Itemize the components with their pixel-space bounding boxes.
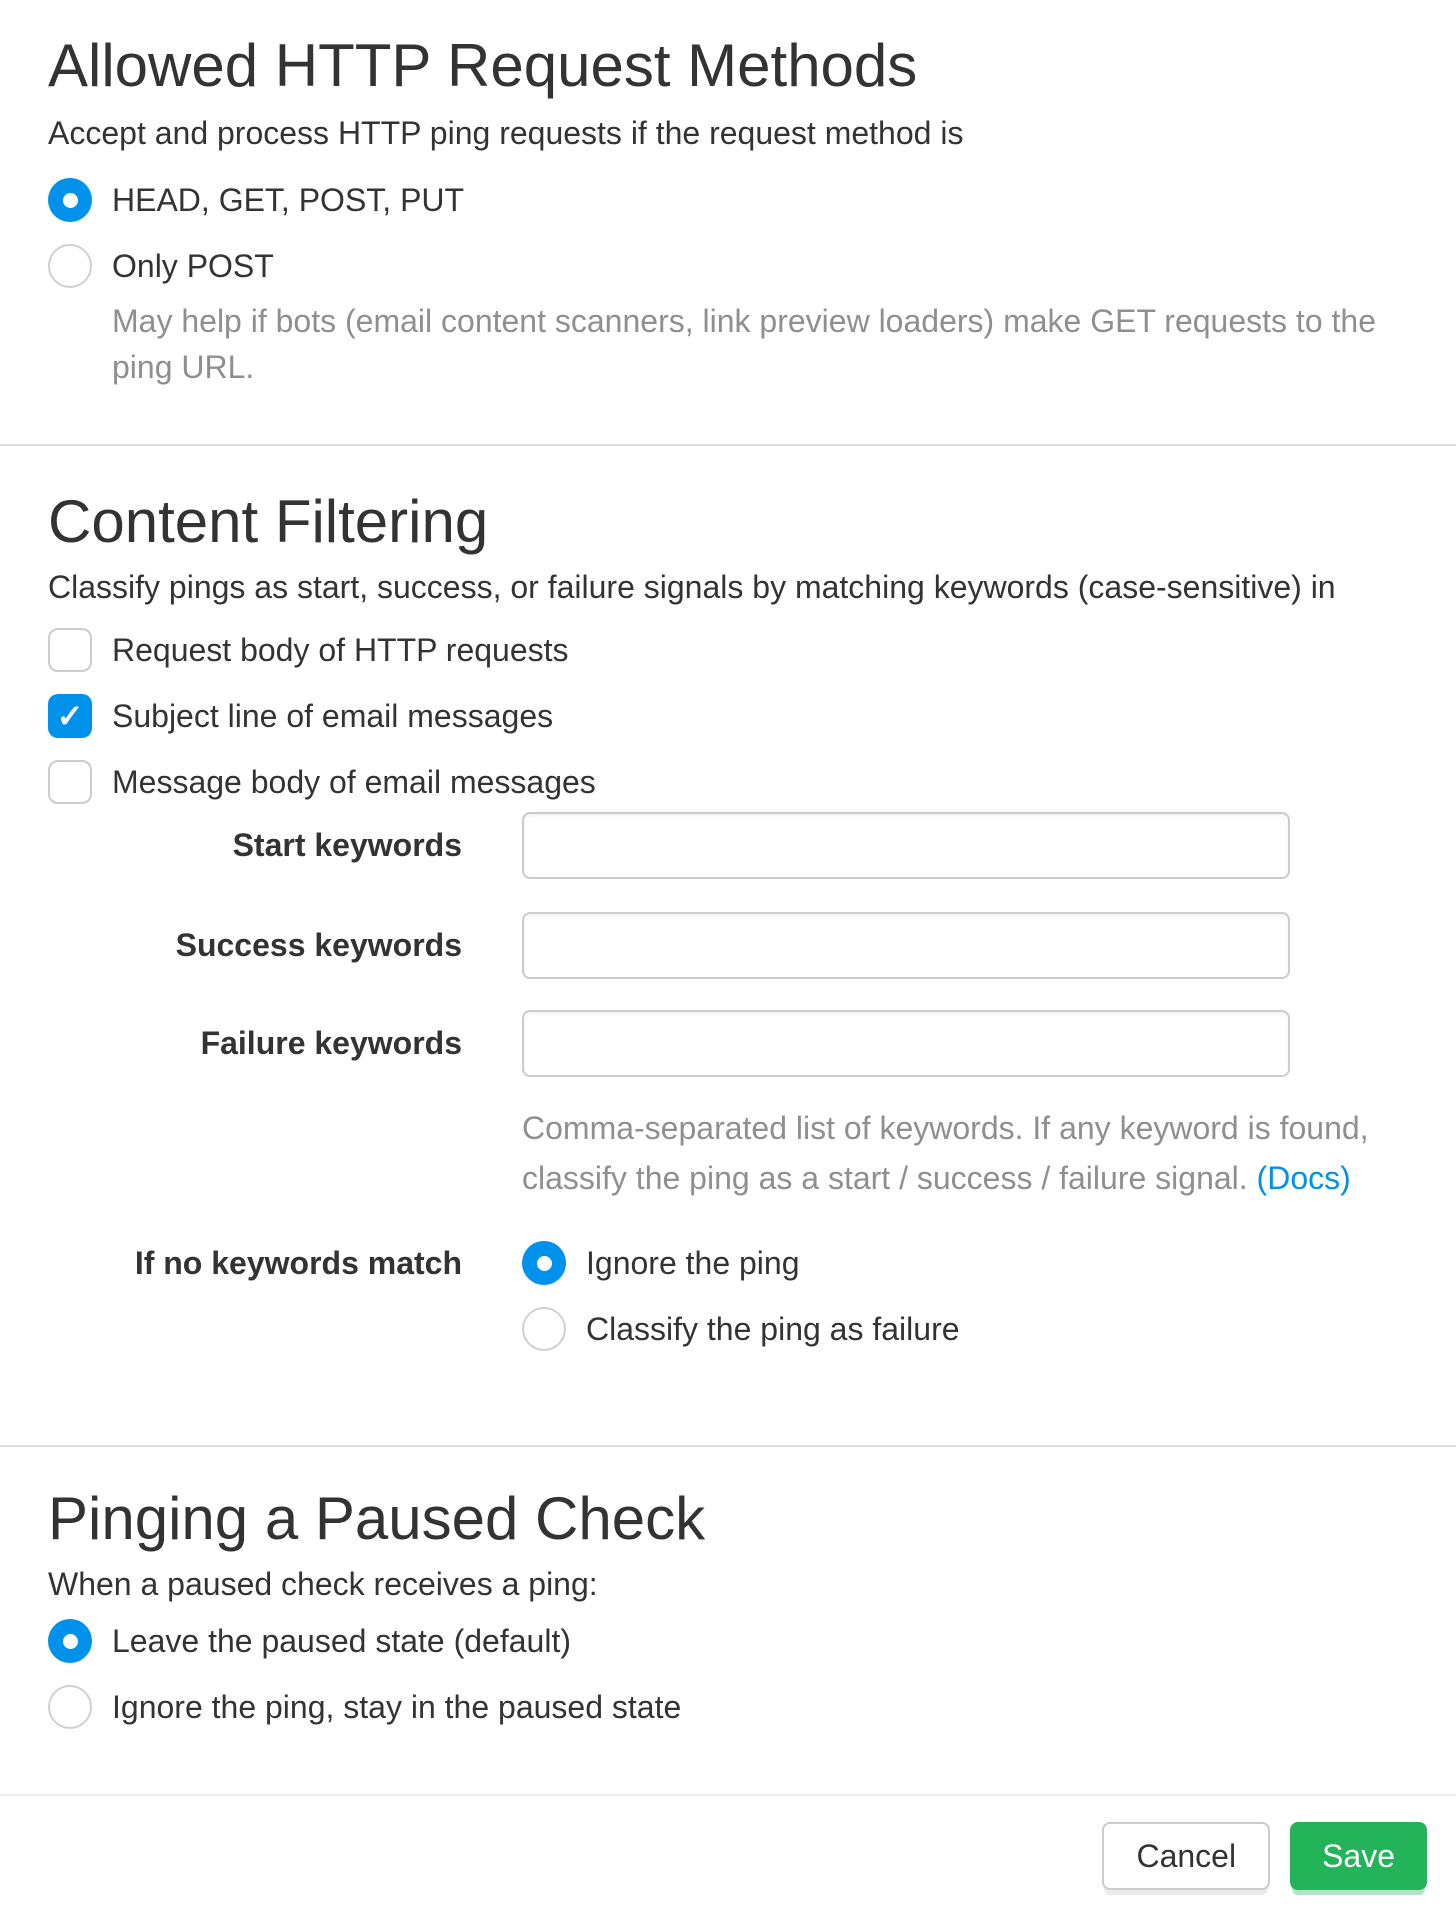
radio-option-ignore-the-ping[interactable]: [522, 1235, 960, 1291]
content-filtering-title: Content Filtering: [48, 488, 489, 555]
success-keywords-input[interactable]: [522, 912, 1290, 979]
no-keywords-match-label: If no keywords match: [134, 1245, 462, 1281]
radio-unselected-icon[interactable]: [48, 1685, 92, 1729]
cancel-button[interactable]: Cancel: [1102, 1822, 1270, 1890]
failure-keywords-input[interactable]: [522, 1010, 1290, 1077]
paused-check-title: Pinging a Paused Check: [48, 1485, 706, 1552]
radio-option-head-get-post-put[interactable]: [48, 172, 1426, 228]
only-post-help-text: May help if bots (email content scanners, link preview loaders) make GET requests to the ping URL.: [112, 303, 1376, 385]
checkbox-label: Message body of email messages: [112, 764, 596, 800]
checkbox-unchecked-icon[interactable]: [48, 760, 92, 804]
radio-dot-icon: [63, 193, 78, 208]
radio-option-only-post[interactable]: [48, 238, 1426, 294]
section-pinging-paused-check: [0, 1445, 1456, 1794]
success-keywords-label: Success keywords: [175, 927, 462, 963]
radio-option-classify-as-failure[interactable]: [522, 1301, 960, 1357]
form-row-success-keywords: [48, 912, 1426, 979]
checkbox-label: Request body of HTTP requests: [112, 632, 569, 668]
checkbox-checked-icon[interactable]: [48, 694, 92, 738]
radio-option-stay-paused[interactable]: [48, 1679, 1426, 1735]
checkbox-unchecked-icon[interactable]: [48, 628, 92, 672]
checkbox-label: Subject line of email messages: [112, 698, 554, 734]
footer-action-bar: [0, 1794, 1456, 1918]
keywords-help-line1: Comma-separated list of keywords. If any keyword is found,: [522, 1110, 1369, 1146]
radio-option-leave-paused-state[interactable]: [48, 1613, 1426, 1669]
content-filtering-checkbox-group: [48, 628, 1426, 804]
start-keywords-input[interactable]: [522, 812, 1290, 879]
form-row-start-keywords: [48, 812, 1426, 879]
no-keywords-match-options: [522, 1235, 960, 1357]
radio-option-label: Ignore the ping: [586, 1245, 800, 1281]
radio-option-label: HEAD, GET, POST, PUT: [112, 182, 465, 218]
checkbox-message-body[interactable]: [48, 760, 1426, 804]
radio-option-label: Classify the ping as failure: [586, 1311, 960, 1347]
section-content-filtering: [0, 444, 1456, 1445]
start-keywords-label: Start keywords: [232, 827, 462, 863]
content-filtering-description: Classify pings as start, success, or failure signals by matching keywords (case-sensitive) in: [48, 569, 1336, 605]
checkbox-request-body[interactable]: [48, 628, 1426, 672]
radio-option-label: Ignore the ping, stay in the paused state: [112, 1689, 682, 1725]
radio-selected-icon[interactable]: [48, 178, 92, 222]
radio-unselected-icon[interactable]: [48, 244, 92, 288]
no-keywords-match-row: [48, 1235, 1426, 1357]
save-button[interactable]: Save: [1290, 1822, 1427, 1890]
docs-link[interactable]: (Docs): [1256, 1160, 1351, 1196]
allowed-http-methods-description: Accept and process HTTP ping requests if the request method is: [48, 115, 964, 151]
radio-option-label: Leave the paused state (default): [112, 1623, 571, 1659]
checkmark-icon: ✓: [56, 698, 84, 734]
form-row-failure-keywords: [48, 1010, 1426, 1077]
radio-selected-icon[interactable]: [522, 1241, 566, 1285]
radio-dot-icon: [63, 1634, 78, 1649]
radio-unselected-icon[interactable]: [522, 1307, 566, 1351]
checkbox-subject-line[interactable]: [48, 694, 1426, 738]
radio-selected-icon[interactable]: [48, 1619, 92, 1663]
section-allowed-http-methods: [0, 0, 1456, 444]
keywords-help-line2: classify the ping as a start / success / failure signal.: [522, 1160, 1248, 1196]
radio-dot-icon: [537, 1256, 552, 1271]
radio-option-label: Only POST: [112, 248, 274, 284]
allowed-http-methods-title: Allowed HTTP Request Methods: [48, 32, 918, 99]
keywords-help-text: [522, 1103, 1426, 1203]
paused-check-description: When a paused check receives a ping:: [48, 1566, 598, 1602]
failure-keywords-label: Failure keywords: [200, 1025, 462, 1061]
